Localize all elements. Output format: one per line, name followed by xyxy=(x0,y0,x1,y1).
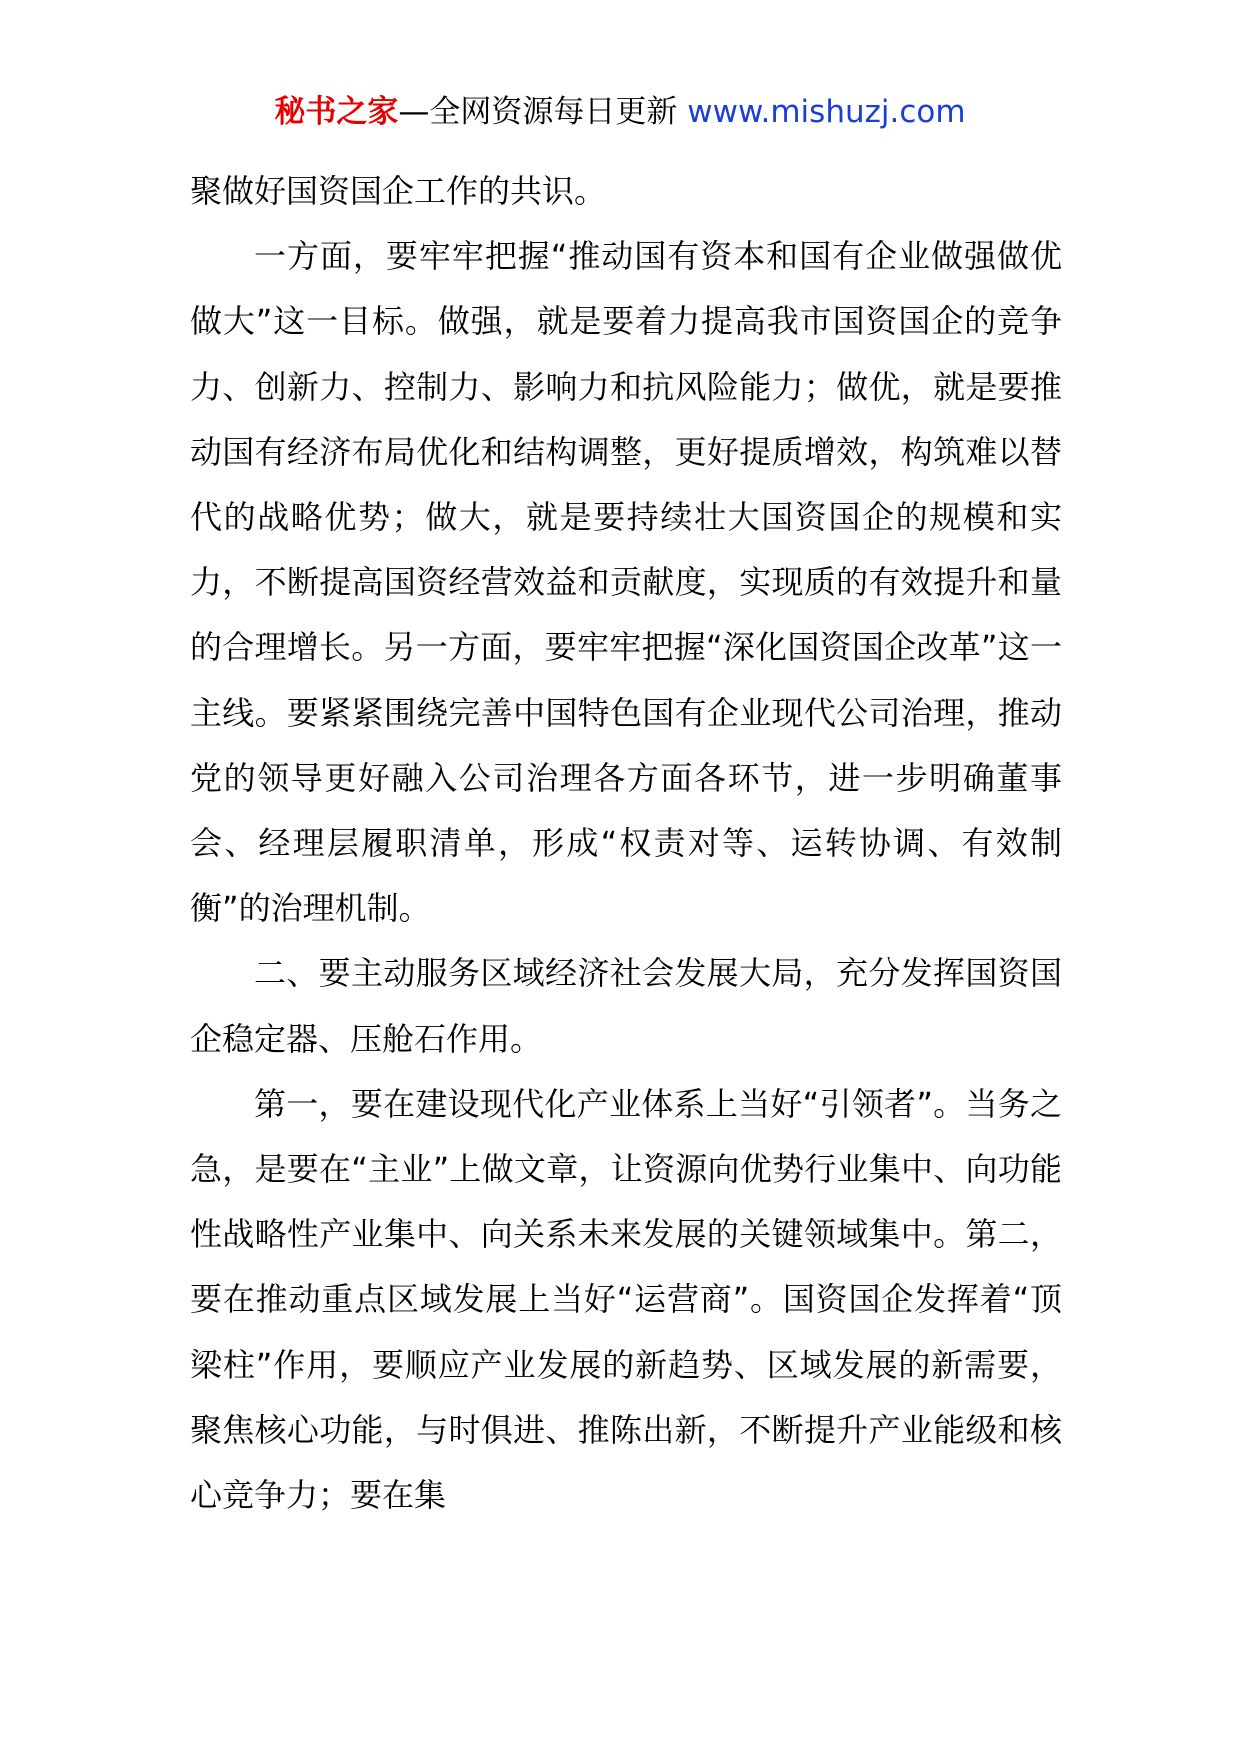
site-brand: 秘书之家 xyxy=(274,94,399,130)
site-url-link[interactable]: www.mishuzj.com xyxy=(687,94,966,130)
site-header xyxy=(0,92,1240,132)
paragraph-industry: 第一，要在建设现代化产业体系上当好“引领者”。当务之急，是要在“主业”上做文章，让资源向优势行业集中、向功能性战略性产业集中、向关系未来发展的关键领域集中。第二，要在推动重点区域发展上当好“运营商”。国资国企发挥着“顶梁柱”作用，要顺应产业发展的新趋势、区域发展的新需要，聚焦核心功能，与时俱进、推陈出新，不断提升产业能级和核心竞争力；要在集 xyxy=(190,1084,1062,1515)
section-heading-two: 二、要主动服务区域经济社会发展大局，充分发挥国资国企稳定器、压舱石作用。 xyxy=(190,954,1062,1058)
site-tagline: —全网资源每日更新 xyxy=(398,94,688,130)
paragraph-continuation: 聚做好国资国企工作的共识。 xyxy=(190,172,607,210)
document-body xyxy=(190,159,1062,1528)
paragraph-goals: 一方面，要牢牢把握“推动国有资本和国有企业做强做优做大”这一目标。做强，就是要着力提高我市国资国企的竞争力、创新力、控制力、影响力和抗风险能力；做优，就是要推动国有经济布局优化和结构调整，更好提质增效，构筑难以替代的战略优势；做大，就是要持续壮大国资国企的规模和实力，不断提高国资经营效益和贡献度，实现质的有效提升和量的合理增长。另一方面，要牢牢把握“深化国资国企改革”这一主线。要紧紧围绕完善中国特色国有企业现代公司治理，推动党的领导更好融入公司治理各方面各环节，进一步明确董事会、经理层履职清单，形成“权责对等、运转协调、有效制衡”的治理机制。 xyxy=(190,237,1062,928)
